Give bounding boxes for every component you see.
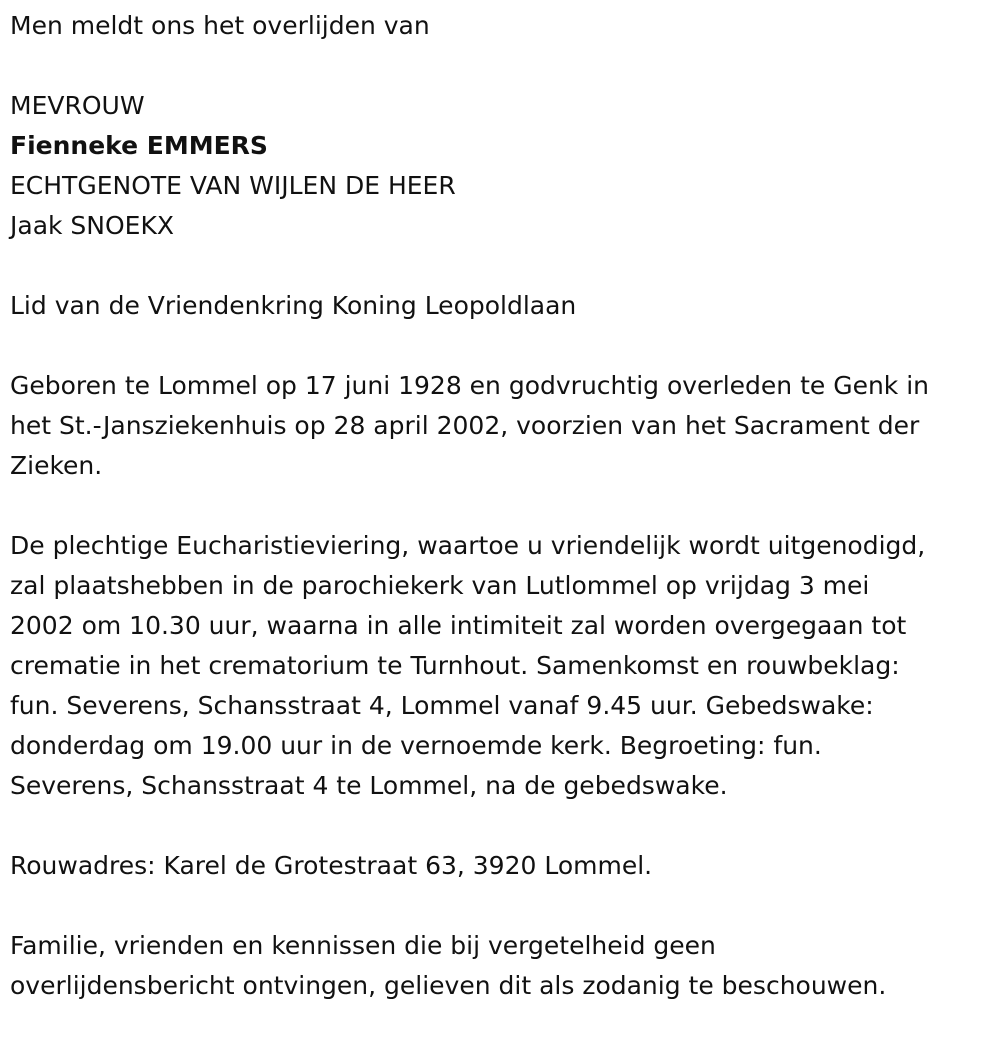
spacer <box>10 886 995 926</box>
paragraph-line: 2002 om 10.30 uur, waarna in alle intimiteit zal worden overgegaan tot <box>10 611 907 640</box>
spacer <box>10 46 995 86</box>
ceremony-paragraph <box>10 526 995 806</box>
closing-paragraph <box>10 926 995 1006</box>
mourning-address: Rouwadres: Karel de Grotestraat 63, 3920 Lommel. <box>10 851 653 880</box>
paragraph-line: donderdag om 19.00 uur in de vernoemde kerk. Begroeting: fun. <box>10 731 822 760</box>
paragraph-line: zal plaatshebben in de parochiekerk van Lutlommel op vrijdag 3 mei <box>10 571 870 600</box>
paragraph-line: het St.-Jansziekenhuis op 28 april 2002, voorzien van het Sacrament der <box>10 411 920 440</box>
deceased-name: Fienneke EMMERS <box>10 131 268 160</box>
paragraph-line: fun. Severens, Schansstraat 4, Lommel vanaf 9.45 uur. Gebedswake: <box>10 691 874 720</box>
spacer <box>10 246 995 286</box>
paragraph-line: Zieken. <box>10 451 103 480</box>
paragraph-line: Familie, vrienden en kennissen die bij vergetelheid geen <box>10 931 716 960</box>
paragraph-line: Geboren te Lommel op 17 juni 1928 en godvruchtig overleden te Genk in <box>10 371 930 400</box>
spacer <box>10 326 995 366</box>
spacer <box>10 806 995 846</box>
paragraph-line: De plechtige Eucharistieviering, waartoe u vriendelijk wordt uitgenodigd, <box>10 531 926 560</box>
paragraph-line: Severens, Schansstraat 4 te Lommel, na de gebedswake. <box>10 771 728 800</box>
spacer <box>10 486 995 526</box>
title-text: MEVROUW <box>10 91 145 120</box>
intro-text: Men meldt ons het overlijden van <box>10 11 430 40</box>
birth-death-paragraph <box>10 366 995 486</box>
membership-text: Lid van de Vriendenkring Koning Leopoldlaan <box>10 291 577 320</box>
relation-text: ECHTGENOTE VAN WIJLEN DE HEER <box>10 171 456 200</box>
paragraph-line: overlijdensbericht ontvingen, gelieven dit als zodanig te beschouwen. <box>10 971 887 1000</box>
paragraph-line: crematie in het crematorium te Turnhout. Samenkomst en rouwbeklag: <box>10 651 900 680</box>
obituary-document <box>10 6 995 1006</box>
spouse-name: Jaak SNOEKX <box>10 211 175 240</box>
